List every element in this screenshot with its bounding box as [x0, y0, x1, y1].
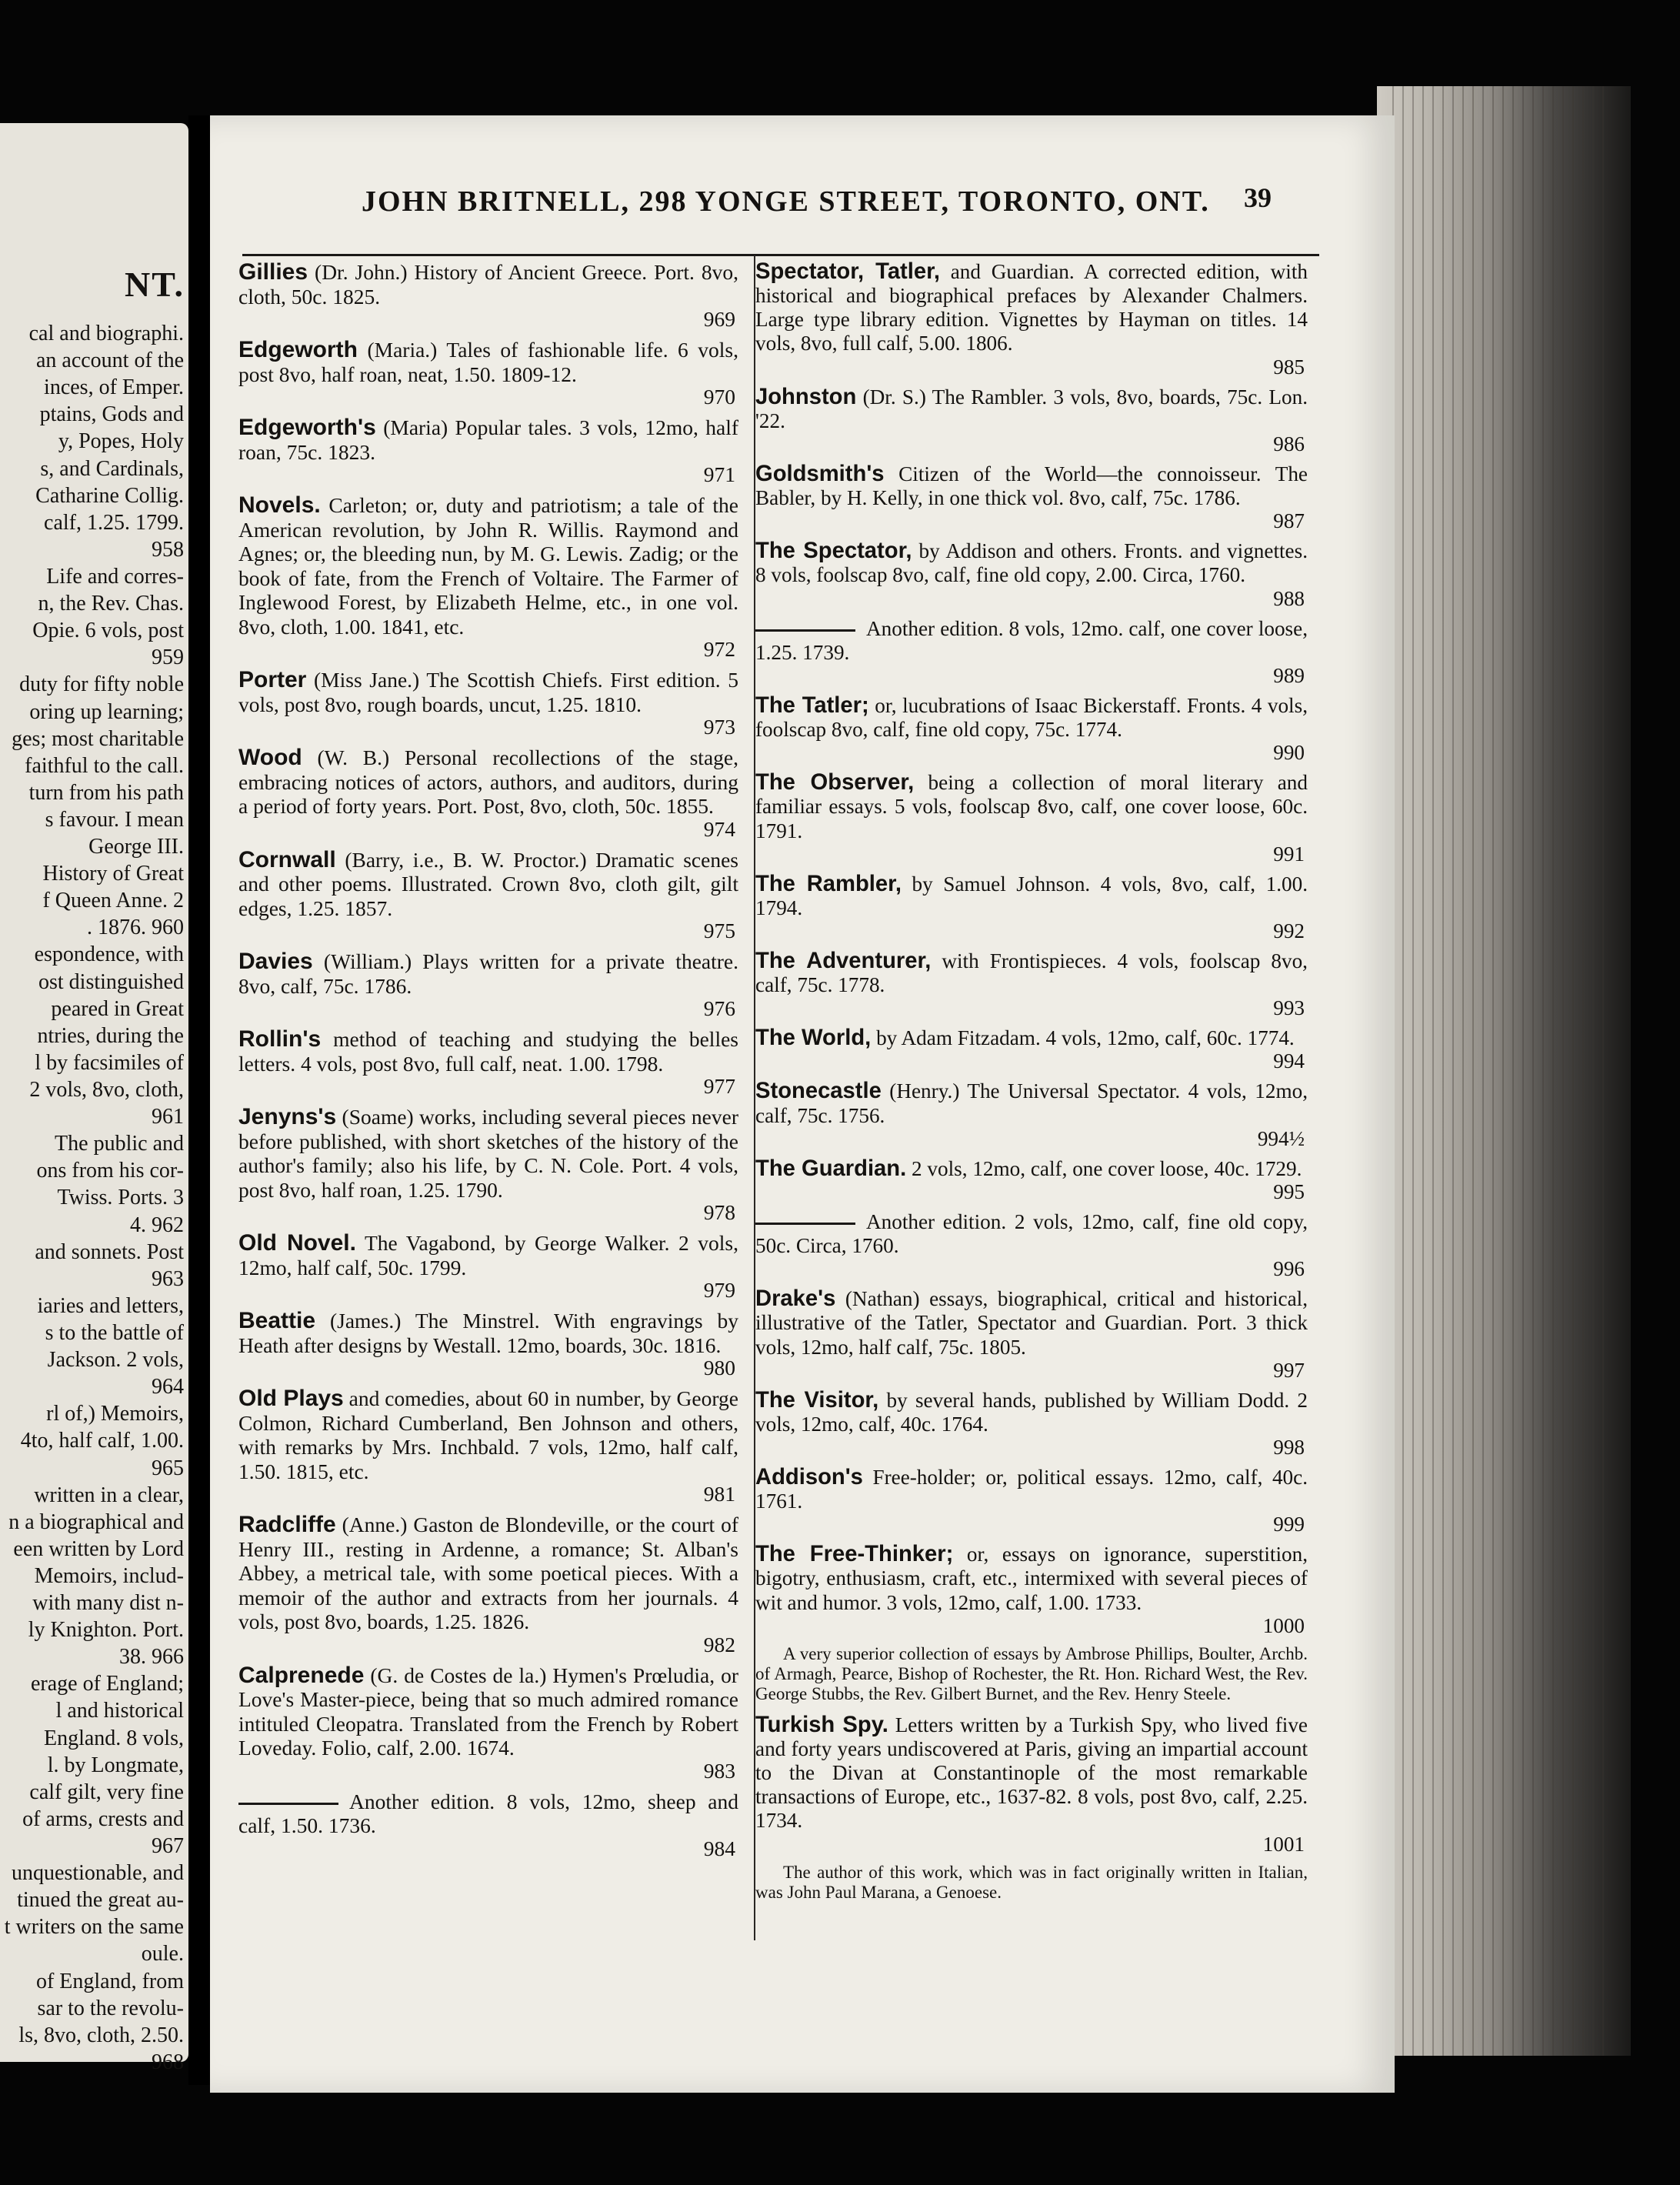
- catalog-entry: [755, 1543, 1308, 1636]
- page-edge-stripe: [1412, 86, 1414, 2056]
- catalog-entry: [755, 1713, 1308, 1855]
- entry-number: 991: [1273, 842, 1305, 866]
- page-edge-stripe: [1582, 86, 1584, 2056]
- catalog-entry: [238, 338, 738, 408]
- entry-note: The author of this work, which was in fact originally written in Italian, was John Paul Marana, a Genoese.: [755, 1862, 1308, 1902]
- page-edge-stripe: [1432, 86, 1434, 2056]
- left-page-line: t writers on the same: [4, 1915, 184, 1940]
- left-page-line: n a biographical and: [8, 1509, 184, 1534]
- left-page-line: Twiss. Ports. 3: [57, 1186, 184, 1210]
- entry-description: (Henry.) The Universal Spectator. 4 vols, 12mo, calf, 75c. 1756.: [755, 1079, 1308, 1127]
- entry-description: or, lucubrations of Isaac Bickerstaff. Fronts. 4 vols, foolscap 8vo, calf, fine old copy, 75c. 1774.: [755, 693, 1308, 742]
- entry-number: 988: [1273, 586, 1305, 610]
- page-edge-stripe: [1532, 86, 1534, 2056]
- entry-heading: Old Plays: [238, 1386, 344, 1411]
- entry-heading: Jenyns's: [238, 1104, 337, 1129]
- entry-description: by Adam Fitzadam. 4 vols, 12mo, calf, 60c. 1774.: [871, 1026, 1295, 1050]
- left-page-line: calf, 1.25. 1799.: [44, 510, 184, 535]
- book-page-edge: [1377, 86, 1631, 2056]
- left-page-line: written in a clear,: [34, 1483, 184, 1507]
- entry-description: (Miss Jane.) The Scottish Chiefs. First edition. 5 vols, post 8vo, rough boards, uncut, 1.25. 1810.: [238, 668, 738, 716]
- entry-heading: The World,: [755, 1026, 872, 1051]
- header-rule: [242, 254, 1319, 256]
- entry-heading: Calprenede: [238, 1662, 365, 1688]
- entry-heading: The Tatler;: [755, 692, 869, 718]
- page-number: 39: [1244, 182, 1272, 213]
- entry-number: 985: [1273, 355, 1305, 379]
- page-edge-stripe: [1562, 86, 1564, 2056]
- left-page-line: unquestionable, and: [12, 1861, 184, 1886]
- left-page-line: iaries and letters,: [37, 1293, 184, 1318]
- left-page-line: sar to the revolu-: [37, 1996, 184, 2020]
- entry-number: 976: [703, 996, 735, 1020]
- left-page-line: History of Great: [42, 862, 184, 886]
- entry-number: 990: [1273, 741, 1305, 765]
- left-page-line: 4to, half calf, 1.00.: [20, 1429, 184, 1453]
- page-edge-stripe: [1602, 86, 1604, 2056]
- left-page-line: Memoirs, includ-: [34, 1563, 184, 1588]
- entry-number: 996: [1273, 1257, 1305, 1281]
- page-edge-stripe: [1482, 86, 1484, 2056]
- entry-number: 973: [703, 715, 735, 739]
- entry-number: 970: [703, 385, 735, 409]
- entry-heading: Davies: [238, 949, 313, 974]
- left-page-line: ges; most charitable: [12, 726, 184, 751]
- entry-number: 971: [703, 462, 735, 486]
- left-page-line: faithful to the call.: [25, 753, 184, 778]
- catalog-entry: [755, 1026, 1308, 1072]
- left-page-line: of arms, crests and: [22, 1806, 184, 1831]
- entry-description: 2 vols, 12mo, calf, one cover loose, 40c. 1729.: [906, 1156, 1302, 1180]
- entry-heading: Old Novel.: [238, 1230, 356, 1256]
- entry-heading: Addison's: [755, 1465, 863, 1489]
- left-page-line: ntries, during the: [37, 1023, 184, 1048]
- left-page-line: of England, from: [35, 1969, 184, 1993]
- entry-description: Citizen of the World—the connoisseur. The Babler, by H. Kelly, in one thick vol. 8vo, calf, 75c. 1786.: [755, 462, 1308, 510]
- left-page-line: 958: [152, 537, 184, 562]
- entry-number: 978: [703, 1200, 735, 1224]
- entry-number: 969: [703, 307, 735, 331]
- entry-note: A very superior collection of essays by Ambrose Phillips, Boulter, Archb. of Armagh, Pearce, Bishop of Rochester, the Rt. Hon. Richard West, the Rev. George Stubbs, the Rev. Gilbert Burnet, and the Rev. Henry Steele.: [755, 1643, 1308, 1703]
- entry-description: (G. de Costes de la.) Hymen's Prœludia, or Love's Master-piece, being that so much admired romance intituled Cleopatra. Translated from the French by Robert Loveday. Folio, calf, 2.00. 1674.: [238, 1663, 738, 1760]
- entry-number: 1001: [1262, 1832, 1305, 1856]
- left-page-line: s, and Cardinals,: [40, 456, 184, 481]
- entry-description: (Dr. S.) The Rambler. 3 vols, 8vo, boards, 75c. Lon. '22.: [755, 385, 1308, 432]
- entry-number: 987: [1273, 509, 1305, 533]
- entry-number: 998: [1273, 1436, 1305, 1459]
- entry-number: 1000: [1262, 1613, 1305, 1637]
- left-page-line: The public and: [55, 1132, 184, 1156]
- entry-description: Another edition. 8 vols, 12mo. calf, one cover loose, 1.25. 1739.: [755, 616, 1308, 664]
- entry-number: 992: [1273, 919, 1305, 942]
- entry-heading: The Guardian.: [755, 1156, 907, 1181]
- catalog-entry: [238, 1790, 738, 1860]
- entry-number: 975: [703, 919, 735, 942]
- left-page-line: cal and biographi.: [28, 322, 184, 345]
- entry-description: The Vagabond, by George Walker. 2 vols, 12mo, half calf, 50c. 1799.: [238, 1231, 738, 1279]
- entry-heading: Porter: [238, 667, 307, 692]
- left-page-line: . 1876. 960: [87, 916, 184, 940]
- catalog-entry: [755, 385, 1308, 455]
- left-page-line: l. by Longmate,: [47, 1753, 184, 1777]
- left-page-line: duty for fifty noble: [19, 672, 184, 697]
- left-page-line: 967: [152, 1834, 184, 1859]
- left-page-line: 959: [152, 645, 184, 670]
- left-column: [238, 260, 738, 1867]
- entry-number: 977: [703, 1074, 735, 1098]
- catalog-entry: [755, 1466, 1308, 1535]
- catalog-entry: [755, 1287, 1308, 1380]
- entry-description: (Barry, i.e., B. W. Proctor.) Dramatic scenes and other poems. Illustrated. Crown 8vo, cloth gilt, gilt edges, 1.25. 1857.: [238, 847, 738, 920]
- catalog-entry: [238, 949, 738, 1019]
- entry-description: (William.) Plays written for a private theatre. 8vo, calf, 75c. 1786.: [238, 949, 738, 998]
- entry-description: (Maria) Popular tales. 3 vols, 12mo, half roan, 75c. 1823.: [238, 415, 738, 464]
- page-edge-stripe: [1542, 86, 1544, 2056]
- catalog-entry: [238, 668, 738, 738]
- left-page-line: rl of,) Memoirs,: [46, 1402, 184, 1426]
- book-gutter: [188, 115, 210, 2085]
- catalog-entry: [238, 260, 738, 330]
- catalog-entry: [755, 617, 1308, 686]
- left-page-line: y, Popes, Holy: [58, 429, 184, 454]
- page-edge-stripe: [1462, 86, 1464, 2056]
- left-page-line: s to the battle of: [45, 1320, 184, 1345]
- catalog-entry: [238, 1513, 738, 1656]
- entry-number: 999: [1273, 1513, 1305, 1536]
- right-column: [755, 260, 1308, 1912]
- entry-description: Letters written by a Turkish Spy, who lived five and forty years undiscovered at Paris, giving an impartial account to the Divan at Constantinople of the most remarkable transactions of Europe, etc., 1637-82. 8 vols, post 8vo, calf, 2.25. 1734.: [755, 1713, 1308, 1833]
- entry-heading: Wood: [238, 745, 302, 770]
- left-page-line: Life and corres-: [46, 564, 184, 589]
- entry-description: (Maria.) Tales of fashionable life. 6 vols, post 8vo, half roan, neat, 1.50. 1809-12.: [238, 338, 738, 386]
- entry-heading: Edgeworth's: [238, 415, 376, 440]
- entry-description: (James.) The Minstrel. With engravings by Heath after designs by Westall. 12mo, boards, 30c. 1816.: [238, 1309, 738, 1357]
- catalog-entry: [238, 1663, 738, 1782]
- catalog-entry: [755, 462, 1308, 532]
- catalog-entry: [755, 1210, 1308, 1279]
- left-page-line: l and historical: [55, 1699, 184, 1723]
- left-page-line: George III.: [88, 835, 184, 859]
- left-page-line: 964: [152, 1375, 184, 1399]
- left-page-line: calf gilt, very fine: [29, 1780, 184, 1804]
- catalog-entry: [755, 771, 1308, 864]
- entry-description: Another edition. 2 vols, 12mo, calf, fine old copy, 50c. Circa, 1760.: [755, 1209, 1308, 1258]
- entry-heading: The Observer,: [755, 770, 915, 796]
- left-page-line: turn from his path: [28, 780, 184, 805]
- entry-description: Free-holder; or, political essays. 12mo, calf, 40c. 1761.: [755, 1466, 1308, 1513]
- entry-heading: The Free-Thinker;: [755, 1542, 954, 1567]
- entry-number: 972: [703, 637, 735, 661]
- left-page-line: 4. 962: [130, 1213, 184, 1237]
- left-page-line: and sonnets. Post: [35, 1239, 184, 1264]
- left-page-line: ons from his cor-: [36, 1159, 184, 1183]
- left-page-fragment: [0, 123, 188, 2074]
- left-page-line: tinued the great au-: [17, 1888, 184, 1913]
- entry-number: 986: [1273, 432, 1305, 455]
- left-page-line: Jackson. 2 vols,: [47, 1348, 184, 1373]
- left-page-line: Catharine Collig.: [35, 483, 184, 508]
- left-page-line: s favour. I mean: [45, 807, 184, 832]
- entry-number: 980: [703, 1356, 735, 1379]
- entry-description: by several hands, published by William Dodd. 2 vols, 12mo, calf, 40c. 1764.: [755, 1388, 1308, 1436]
- entry-heading: The Adventurer,: [755, 948, 932, 973]
- entry-description: Another edition. 8 vols, 12mo, sheep and calf, 1.50. 1736.: [238, 1789, 738, 1837]
- ditto-dash: [238, 1803, 338, 1805]
- entry-heading: Rollin's: [238, 1026, 322, 1052]
- entry-description: and comedies, about 60 in number, by George Colmon, Richard Cumberland, Ben Johnson and others, with remarks by Mrs. Inchbald. 7 vols, 12mo, half calf, 1.50. 1815, etc.: [238, 1386, 738, 1483]
- entry-heading: Stonecastle: [755, 1079, 882, 1104]
- left-page-line: ls, 8vo, cloth, 2.50.: [18, 2023, 184, 2047]
- catalog-entry: [755, 1157, 1308, 1203]
- page-edge-stripe: [1502, 86, 1504, 2056]
- entry-number: 989: [1273, 663, 1305, 687]
- entry-description: (Nathan) essays, biographical, critical and historical, illustrative of the Tatler, Spectator and Guardian. Port. 3 thick vols, 12mo, half calf, 75c. 1805.: [755, 1287, 1308, 1359]
- entry-number: 994: [1273, 1049, 1305, 1073]
- entry-heading: The Rambler,: [755, 871, 902, 896]
- left-page-line: 38. 966: [119, 1645, 184, 1670]
- entry-heading: The Spectator,: [755, 539, 912, 564]
- page-edge-stripe: [1472, 86, 1474, 2056]
- catalog-entry: [755, 872, 1308, 942]
- left-page-line: 961: [152, 1105, 184, 1129]
- left-page-line: Opie. 6 vols, post: [32, 619, 184, 643]
- page-edge-stripe: [1492, 86, 1494, 2056]
- catalog-entry: [755, 1389, 1308, 1458]
- entry-number: 982: [703, 1632, 735, 1656]
- page-edge-stripe: [1522, 86, 1524, 2056]
- catalog-entry: [238, 1386, 738, 1505]
- entry-number: 993: [1273, 996, 1305, 1020]
- page-edge-stripe: [1572, 86, 1574, 2056]
- catalog-entry: [238, 1309, 738, 1379]
- entry-description: (Dr. John.) History of Ancient Greece. Port. 8vo, cloth, 50c. 1825.: [238, 260, 738, 309]
- entry-heading: Radcliffe: [238, 1512, 336, 1537]
- entry-description: Carleton; or, duty and patriotism; a tale of the American revolution, by John R. Willis. Raymond and Agnes; or, the bleeding nun, by M. G. Lewis. Zadig; or the book of fate, from the French of Voltaire. The Farmer of Inglewood Forest, by Elizabeth Helme, etc., in one vol. 8vo, cloth, 1.00. 1841, etc.: [238, 493, 738, 639]
- left-page-heading: NT.: [125, 265, 185, 304]
- page-edge-stripe: [1592, 86, 1594, 2056]
- left-page-line: peared in Great: [51, 996, 184, 1021]
- entry-description: and Guardian. A corrected edition, with historical and biographical prefaces by Alexander Chalmers. Large type library edition. Vignettes by Hayman on titles. 14 vols, 8vo, full calf, 5.00. 1806.: [755, 260, 1308, 355]
- entry-heading: Novels.: [238, 492, 321, 518]
- page-edge-stripe: [1402, 86, 1404, 2056]
- entry-heading: Cornwall: [238, 846, 336, 872]
- catalog-entry: [238, 493, 738, 660]
- entry-heading: Spectator, Tatler,: [755, 259, 940, 284]
- left-page-line: inces, of Emper.: [44, 375, 184, 400]
- ditto-dash: [755, 1223, 855, 1225]
- entry-number: 974: [703, 816, 735, 841]
- catalog-entry: [238, 1231, 738, 1301]
- entry-number: 994½: [1257, 1126, 1305, 1150]
- page-edge-stripe: [1442, 86, 1444, 2056]
- catalog-entry: [238, 1105, 738, 1223]
- left-page-line: an account of the: [35, 349, 184, 373]
- entry-description: with Frontispieces. 4 vols, foolscap 8vo, calf, 75c. 1778.: [755, 949, 1308, 997]
- running-title: JOHN BRITNELL, 298 YONGE STREET, TORONTO, ONT.: [362, 185, 1210, 218]
- entry-heading: Drake's: [755, 1286, 836, 1312]
- entry-description: (Anne.) Gaston de Blondeville, or the court of Henry III., resting in Ardenne, a romance; St. Alban's Abbey, a metrical tale, with some poetical pieces. With a memoir of the author and extracts from her journals. 4 vols, post 8vo, boards, 1.25. 1826.: [238, 1513, 738, 1633]
- entry-heading: Gillies: [238, 259, 308, 285]
- left-page-line: oring up learning;: [29, 699, 184, 724]
- page-edge-stripe: [1452, 86, 1454, 2056]
- entry-heading: Turkish Spy.: [755, 1712, 888, 1737]
- left-page-line: ly Knighton. Port.: [28, 1618, 184, 1643]
- entry-heading: Edgeworth: [238, 337, 358, 362]
- page-edge-stripe: [1512, 86, 1514, 2056]
- entry-heading: Johnston: [755, 384, 857, 409]
- left-page-line: 965: [152, 1456, 184, 1480]
- catalog-entry: [238, 415, 738, 485]
- left-page-line: 968: [152, 2050, 184, 2074]
- catalog-entry: [755, 539, 1308, 609]
- entry-number: 984: [703, 1836, 735, 1860]
- entry-description: (W. B.) Personal recollections of the stage, embracing notices of actors, authors, and auditors, during a period of forty years. Port. Post, 8vo, cloth, 50c. 1855.: [238, 746, 738, 818]
- catalog-entry: [238, 1027, 738, 1097]
- left-page-line: espondence, with: [34, 942, 184, 967]
- entry-description: being a collection of moral literary and familiar essays. 5 vols, foolscap 8vo, calf, one cover loose, 60c. 1791.: [755, 771, 1308, 842]
- left-page-line: England. 8 vols,: [44, 1726, 184, 1750]
- left-page-line: ost distinguished: [38, 969, 184, 994]
- left-page-line: f Queen Anne. 2: [42, 889, 184, 913]
- catalog-entry: [755, 949, 1308, 1019]
- entry-number: 995: [1273, 1179, 1305, 1203]
- catalog-entry: [755, 694, 1308, 763]
- catalog-entry: [238, 848, 738, 942]
- entry-number: 981: [703, 1482, 735, 1506]
- entry-number: 997: [1273, 1358, 1305, 1382]
- left-page-line: n, the Rev. Chas.: [38, 592, 184, 616]
- left-page-line: with many dist n-: [32, 1591, 184, 1616]
- entry-heading: Beattie: [238, 1308, 316, 1333]
- entry-description: by Samuel Johnson. 4 vols, 8vo, calf, 1.00. 1794.: [755, 872, 1308, 919]
- left-page-line: ptains, Gods and: [39, 402, 184, 427]
- left-page-line: oule.: [141, 1942, 184, 1966]
- entry-description: or, essays on ignorance, superstition, bigotry, enthusiasm, craft, etc., intermixed with several pieces of wit and humor. 3 vols, 12mo, calf, 1.00. 1733.: [755, 1543, 1308, 1614]
- entry-number: 979: [703, 1278, 735, 1302]
- page-edge-stripe: [1422, 86, 1424, 2056]
- entry-description: (Soame) works, including several pieces never before published, with short sketches of the history of the author's family; also his life, by C. N. Cole. Port. 4 vols, post 8vo, half roan, 1.25. 1790.: [238, 1105, 738, 1202]
- left-page-line: l by facsimiles of: [35, 1050, 184, 1075]
- catalog-entry: [755, 1079, 1308, 1149]
- left-page-line: 2 vols, 8vo, cloth,: [29, 1078, 184, 1102]
- left-page-line: erage of England;: [30, 1672, 184, 1696]
- ditto-dash: [755, 629, 855, 632]
- entry-description: by Addison and others. Fronts. and vignettes. 8 vols, foolscap 8vo, calf, fine old copy, 2.00. Circa, 1760.: [755, 539, 1308, 587]
- catalog-entry: [755, 260, 1308, 378]
- entry-heading: The Visitor,: [755, 1387, 879, 1413]
- left-page-line: 963: [152, 1266, 184, 1291]
- entry-heading: Goldsmith's: [755, 461, 885, 486]
- page-edge-stripe: [1552, 86, 1554, 2056]
- catalog-entry: [238, 746, 738, 840]
- entry-number: 983: [703, 1758, 735, 1783]
- left-page-line: een written by Lord: [13, 1536, 184, 1561]
- entry-description: method of teaching and studying the belles letters. 4 vols, post 8vo, full calf, neat. 1.00. 1798.: [238, 1027, 738, 1076]
